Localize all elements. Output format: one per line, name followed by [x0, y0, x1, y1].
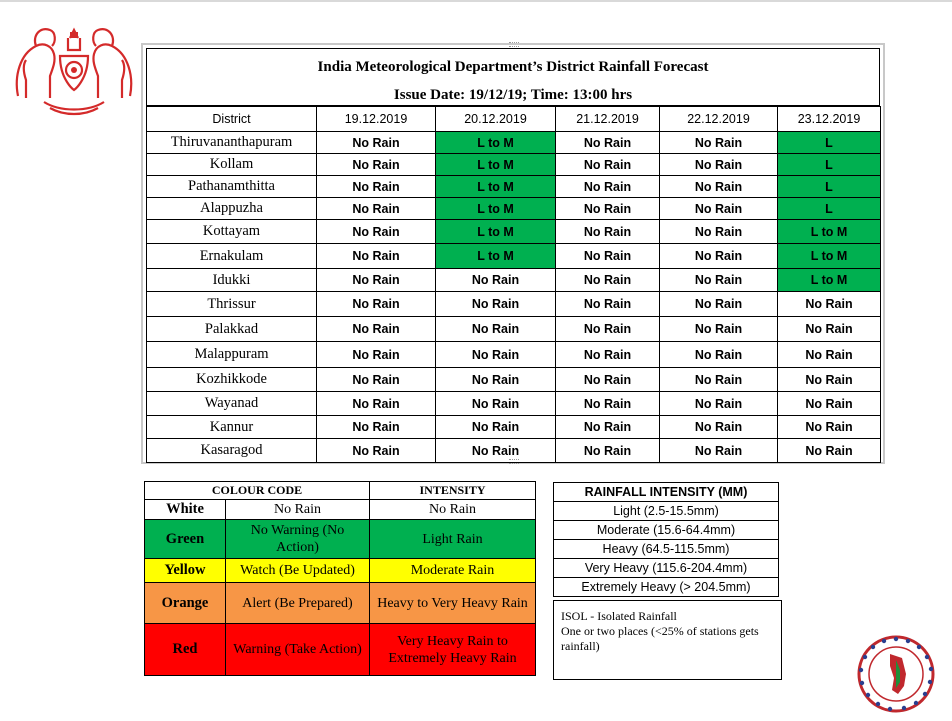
forecast-cell: No Rain [660, 342, 778, 368]
table-row [147, 416, 881, 439]
isol-note-line1: ISOL - Isolated Rainfall [561, 609, 677, 623]
colour-row-orange [145, 583, 536, 624]
district-name: Palakkad [147, 317, 317, 342]
table-row [147, 292, 881, 317]
colour-row-green [145, 520, 536, 559]
forecast-cell: L to M [436, 220, 556, 244]
forecast-cell: No Rain [556, 198, 660, 220]
table-row [147, 198, 881, 220]
intensity-header: INTENSITY [370, 482, 536, 500]
district-name: Kollam [147, 154, 317, 176]
colour-meaning: Watch (Be Updated) [226, 559, 370, 583]
forecast-cell: No Rain [317, 220, 436, 244]
colour-code-header-row [145, 482, 536, 500]
colour-name: Orange [145, 583, 226, 624]
issue-date: Issue Date: 19/12/19; Time: 13:00 hrs [393, 87, 633, 103]
forecast-cell: No Rain [556, 220, 660, 244]
table-row [147, 132, 881, 154]
forecast-cell: No Rain [317, 292, 436, 317]
top-border-line [0, 0, 952, 2]
forecast-table [146, 106, 881, 463]
colour-meaning: Alert (Be Prepared) [226, 583, 370, 624]
forecast-cell: No Rain [660, 220, 778, 244]
forecast-cell: No Rain [778, 292, 881, 317]
table-row [147, 176, 881, 198]
forecast-cell: No Rain [317, 269, 436, 292]
colour-name: Yellow [145, 559, 226, 583]
forecast-header-row [147, 107, 881, 132]
colour-code-table [144, 481, 536, 676]
forecast-cell: No Rain [556, 342, 660, 368]
colour-name: White [145, 500, 226, 520]
forecast-cell: No Rain [436, 269, 556, 292]
district-name: Kannur [147, 416, 317, 439]
table-row [147, 392, 881, 416]
forecast-cell: No Rain [317, 368, 436, 392]
forecast-cell: No Rain [436, 342, 556, 368]
colour-intensity: Light Rain [370, 520, 536, 559]
rainfall-intensity-header: RAINFALL INTENSITY (MM) [554, 483, 779, 502]
forecast-cell: No Rain [660, 244, 778, 269]
forecast-cell: No Rain [660, 176, 778, 198]
forecast-cell: No Rain [556, 269, 660, 292]
colour-intensity: Heavy to Very Heavy Rain [370, 583, 536, 624]
colour-intensity: No Rain [370, 500, 536, 520]
forecast-cell: No Rain [660, 317, 778, 342]
district-name: Kozhikkode [147, 368, 317, 392]
forecast-cell: No Rain [317, 317, 436, 342]
colour-name: Green [145, 520, 226, 559]
district-name: Alappuzha [147, 198, 317, 220]
table-row [147, 244, 881, 269]
forecast-cell: No Rain [317, 176, 436, 198]
forecast-cell: L [778, 198, 881, 220]
forecast-cell: No Rain [556, 416, 660, 439]
forecast-cell: No Rain [660, 198, 778, 220]
colour-meaning: Warning (Take Action) [226, 624, 370, 676]
colour-code-header: COLOUR CODE [145, 482, 370, 500]
table-row [147, 269, 881, 292]
forecast-cell: L [778, 154, 881, 176]
intensity-heavy: Heavy (64.5-115.5mm) [554, 540, 779, 559]
ksdma-logo-icon [856, 634, 936, 714]
forecast-cell: No Rain [660, 132, 778, 154]
forecast-cell: No Rain [778, 317, 881, 342]
forecast-cell: No Rain [778, 392, 881, 416]
district-name: Wayanad [147, 392, 317, 416]
forecast-cell: No Rain [778, 416, 881, 439]
colour-meaning: No Warning (No Action) [226, 520, 370, 559]
col-header-district: District [147, 107, 317, 132]
table-row [147, 368, 881, 392]
forecast-cell: No Rain [660, 416, 778, 439]
title-line1: India Meteorological Department’s District Rainfall Forecast [317, 59, 709, 75]
forecast-cell: No Rain [660, 392, 778, 416]
forecast-cell: No Rain [660, 292, 778, 317]
table-row [147, 317, 881, 342]
colour-name: Red [145, 624, 226, 676]
forecast-cell: No Rain [556, 244, 660, 269]
colour-intensity: Moderate Rain [370, 559, 536, 583]
forecast-cell: No Rain [317, 392, 436, 416]
isol-note-line2: One or two places (<25% of stations gets rainfall) [561, 624, 759, 653]
forecast-cell: No Rain [556, 317, 660, 342]
isol-note [553, 600, 782, 680]
forecast-frame [141, 43, 885, 464]
col-header-day5: 23.12.2019 [778, 107, 881, 132]
forecast-cell: No Rain [317, 244, 436, 269]
forecast-cell: No Rain [660, 154, 778, 176]
forecast-cell: No Rain [436, 292, 556, 317]
col-header-day3: 21.12.2019 [556, 107, 660, 132]
forecast-cell: No Rain [317, 132, 436, 154]
intensity-extremely-heavy: Extremely Heavy (> 204.5mm) [554, 578, 779, 597]
table-row [147, 342, 881, 368]
district-name: Thrissur [147, 292, 317, 317]
forecast-cell: No Rain [436, 392, 556, 416]
forecast-cell: L to M [778, 220, 881, 244]
forecast-title [146, 48, 880, 106]
forecast-cell: L to M [436, 198, 556, 220]
table-row [147, 220, 881, 244]
intensity-light: Light (2.5-15.5mm) [554, 502, 779, 521]
intensity-very-heavy: Very Heavy (115.6-204.4mm) [554, 559, 779, 578]
colour-row-yellow [145, 559, 536, 583]
frame-handle-top[interactable] [509, 42, 519, 47]
forecast-cell: L to M [778, 269, 881, 292]
district-name: Idukki [147, 269, 317, 292]
district-name: Ernakulam [147, 244, 317, 269]
district-name: Kottayam [147, 220, 317, 244]
district-name: Kasaragod [147, 439, 317, 463]
forecast-cell: No Rain [556, 176, 660, 198]
col-header-day4: 22.12.2019 [660, 107, 778, 132]
forecast-cell: No Rain [778, 368, 881, 392]
forecast-cell: No Rain [556, 132, 660, 154]
forecast-cell: No Rain [556, 154, 660, 176]
kerala-state-emblem-icon [10, 16, 138, 120]
table-row [147, 154, 881, 176]
forecast-cell: No Rain [436, 416, 556, 439]
rainfall-intensity-table [553, 482, 779, 597]
forecast-cell: No Rain [317, 154, 436, 176]
forecast-cell: L to M [436, 154, 556, 176]
forecast-cell: No Rain [778, 342, 881, 368]
forecast-cell: L to M [436, 132, 556, 154]
forecast-cell: No Rain [436, 439, 556, 463]
forecast-cell: No Rain [660, 368, 778, 392]
forecast-cell: L to M [436, 244, 556, 269]
forecast-cell: No Rain [317, 439, 436, 463]
district-name: Pathanamthitta [147, 176, 317, 198]
forecast-cell: No Rain [317, 416, 436, 439]
district-name: Malappuram [147, 342, 317, 368]
forecast-cell: L [778, 132, 881, 154]
forecast-cell: L to M [778, 244, 881, 269]
forecast-cell: No Rain [556, 368, 660, 392]
forecast-cell: No Rain [436, 317, 556, 342]
colour-meaning: No Rain [226, 500, 370, 520]
district-name: Thiruvananthapuram [147, 132, 317, 154]
forecast-cell: No Rain [660, 269, 778, 292]
forecast-cell: No Rain [556, 439, 660, 463]
forecast-cell: No Rain [317, 342, 436, 368]
col-header-day2: 20.12.2019 [436, 107, 556, 132]
colour-row-white [145, 500, 536, 520]
forecast-cell: No Rain [778, 439, 881, 463]
forecast-cell: No Rain [317, 198, 436, 220]
colour-intensity: Very Heavy Rain to Extremely Heavy Rain [370, 624, 536, 676]
forecast-cell: L [778, 176, 881, 198]
forecast-cell: L to M [436, 176, 556, 198]
forecast-cell: No Rain [556, 292, 660, 317]
table-row [147, 439, 881, 463]
colour-row-red [145, 624, 536, 676]
forecast-cell: No Rain [556, 392, 660, 416]
forecast-cell: No Rain [436, 368, 556, 392]
forecast-cell: No Rain [660, 439, 778, 463]
col-header-day1: 19.12.2019 [317, 107, 436, 132]
intensity-moderate: Moderate (15.6-64.4mm) [554, 521, 779, 540]
